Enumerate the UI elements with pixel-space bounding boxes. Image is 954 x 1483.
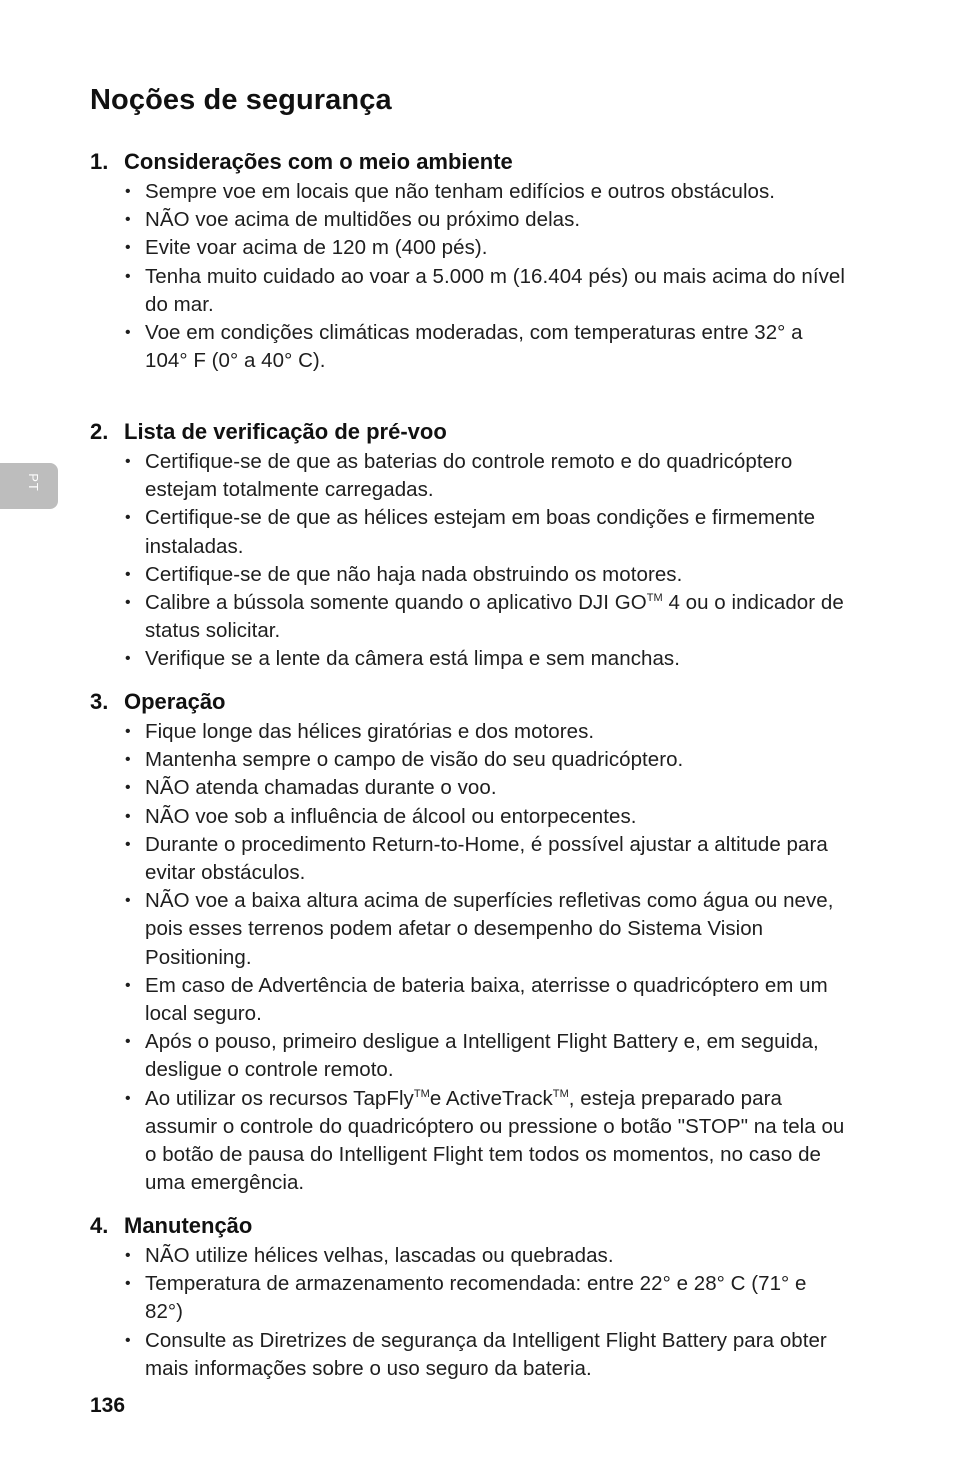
section-environment xyxy=(90,148,850,375)
bullet-icon: • xyxy=(125,509,131,527)
section-preflight-checklist xyxy=(90,418,850,674)
bullet-icon: • xyxy=(125,976,131,994)
bullet-icon: • xyxy=(125,1247,131,1264)
list-item: • Temperatura de armazenamento recomendada: entre 22° e 28° C (71° e 82°) xyxy=(125,1272,807,1324)
list-item: • Ao utilizar os recursos TapFly™e ActiveTrack™, esteja preparado para assumir o controle do quadricóptero ou pressione o botão "STOP" na tela ou o botão de pausa do Intelligent Flight tem todos os momentos, no caso de uma emergência. xyxy=(125,1086,845,1195)
bullet-icon: • xyxy=(125,183,131,200)
section-number: 1. xyxy=(90,149,109,174)
bullet-icon: • xyxy=(125,807,131,825)
list-item: • Durante o procedimento Return-to-Home, é possível ajustar a altitude para evitar obstáculos. xyxy=(125,832,828,885)
list-item: • Verifique se a lente da câmera está limpa e sem manchas. xyxy=(90,645,850,673)
section-title: Manutenção xyxy=(124,1213,253,1238)
bullet-icon: • xyxy=(125,324,131,342)
section-title: Lista de verificação de pré-voo xyxy=(124,419,447,444)
section-number: 2. xyxy=(90,419,109,444)
bullet-icon: • xyxy=(125,751,131,769)
bullet-icon: • xyxy=(125,211,131,229)
section-list xyxy=(90,178,850,375)
section-operation xyxy=(90,688,850,1197)
bullet-icon: • xyxy=(125,650,131,668)
page-number: 136 xyxy=(90,1394,126,1417)
section-title: Considerações com o meio ambiente xyxy=(124,149,513,174)
bullet-icon: • xyxy=(125,594,131,612)
section-maintenance xyxy=(90,1212,850,1383)
bullet-icon: • xyxy=(125,1331,131,1349)
list-item: • Evite voar acima de 120 m (400 pés). xyxy=(90,234,850,262)
list-item: • Após o pouso, primeiro desligue a Intelligent Flight Battery e, em seguida, desligue o controle remoto. xyxy=(125,1030,819,1082)
section-heading xyxy=(90,418,850,446)
list-item: • NÃO atenda chamadas durante o voo. xyxy=(90,774,850,802)
section-heading xyxy=(90,688,850,716)
list-item: • Tenha muito cuidado ao voar a 5.000 m (16.404 pés) ou mais acima do nível do mar. xyxy=(125,264,845,316)
bullet-icon: • xyxy=(125,239,131,257)
list-item: • Em caso de Advertência de bateria baixa, aterrisse o quadricóptero em um local seguro. xyxy=(125,973,828,1026)
list-item: • Certifique-se de que não haja nada obstruindo os motores. xyxy=(90,561,850,589)
bullet-icon: • xyxy=(125,779,131,797)
list-item: • NÃO utilize hélices velhas, lascadas ou quebradas. xyxy=(90,1242,850,1270)
list-item: • Consulte as Diretrizes de segurança da Intelligent Flight Battery para obter mais informações sobre o uso seguro da bateria. xyxy=(125,1328,827,1380)
section-list xyxy=(90,718,850,1197)
list-item: • Certifique-se de que as hélices estejam em boas condições e firmemente instaladas. xyxy=(125,506,816,558)
section-title: Operação xyxy=(124,689,226,714)
section-heading xyxy=(90,148,850,176)
bullet-icon: • xyxy=(125,723,131,740)
list-item: • Certifique-se de que as baterias do controle remoto e do quadricóptero estejam totalmente carregadas. xyxy=(125,450,793,502)
section-heading xyxy=(90,1212,850,1240)
bullet-icon: • xyxy=(125,565,131,583)
section-list xyxy=(90,1242,850,1383)
list-item: • NÃO voe acima de multidões ou próximo delas. xyxy=(90,206,850,234)
bullet-icon: • xyxy=(125,1033,131,1051)
list-item: • Fique longe das hélices giratórias e dos motores. xyxy=(90,718,850,746)
bullet-icon: • xyxy=(125,1275,131,1293)
bullet-icon: • xyxy=(125,892,131,910)
list-item: • Mantenha sempre o campo de visão do seu quadricóptero. xyxy=(90,746,850,774)
list-item: • Sempre voe em locais que não tenham edifícios e outros obstáculos. xyxy=(90,178,850,206)
list-item: • NÃO voe sob a influência de álcool ou entorpecentes. xyxy=(90,803,850,831)
list-item: • Voe em condições climáticas moderadas, com temperaturas entre 32° a 104° F (0° a 40° C). xyxy=(125,321,803,373)
bullet-icon: • xyxy=(125,267,131,285)
section-list xyxy=(90,448,850,674)
page-title: Noções de segurança xyxy=(90,84,392,116)
bullet-icon: • xyxy=(125,453,131,470)
language-tab-label: PT xyxy=(25,473,41,492)
list-item: • Calibre a bússola somente quando o aplicativo DJI GO™ 4 ou o indicador de status solicitar. xyxy=(125,591,844,643)
list-item: • NÃO voe a baixa altura acima de superfícies refletivas como água ou neve, pois esses terrenos podem afetar o desempenho do Sistema Vision Positioning. xyxy=(125,889,834,969)
language-tab xyxy=(0,463,58,509)
bullet-icon: • xyxy=(125,1089,131,1107)
section-number: 4. xyxy=(90,1213,109,1238)
bullet-icon: • xyxy=(125,835,131,853)
section-number: 3. xyxy=(90,689,109,714)
